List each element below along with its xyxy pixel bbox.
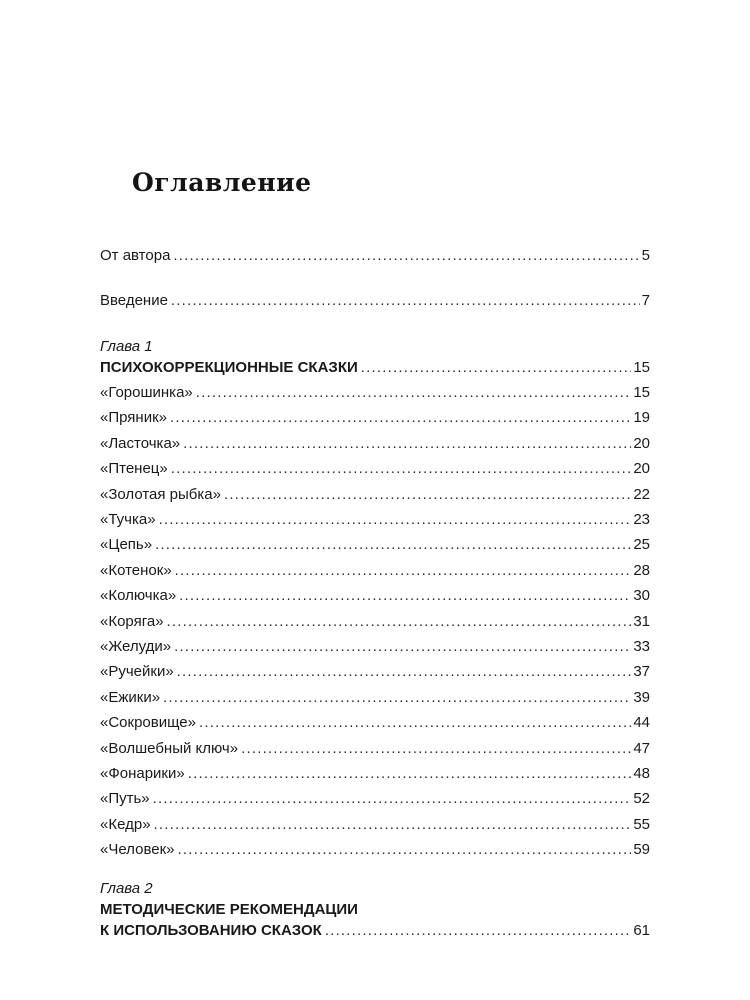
chapter2-label: Глава 2: [100, 880, 153, 897]
entry-label: «Путь»: [100, 790, 150, 808]
dot-leader: [171, 458, 632, 480]
dot-leader: [199, 712, 631, 734]
entry-label: «Котенок»: [100, 561, 172, 579]
dot-leader: [241, 738, 631, 760]
entry-label: «Тучка»: [100, 511, 156, 528]
entry-page: 22: [633, 485, 650, 503]
entry-label: «Коряга»: [100, 612, 164, 630]
entry-label: «Горошинка»: [100, 384, 193, 401]
toc-title: Оглавление: [132, 168, 312, 197]
toc-entry: [100, 382, 650, 404]
toc-entry-intro: [100, 290, 650, 312]
dot-leader: [154, 814, 632, 836]
dot-leader: [153, 788, 632, 810]
entry-page: 61: [633, 922, 650, 939]
entry-page: 23: [633, 511, 650, 528]
dot-leader: [167, 611, 632, 633]
chapter2-heading-line1: МЕТОДИЧЕСКИЕ РЕКОМЕНДАЦИИ: [100, 901, 358, 918]
entry-page: 28: [633, 561, 650, 579]
entry-page: 52: [633, 790, 650, 808]
toc-entry: [100, 407, 650, 429]
entry-label: «Сокровище»: [100, 714, 196, 732]
dot-leader: [163, 687, 631, 709]
chapter1-label: Глава 1: [100, 338, 153, 355]
entry-page: 7: [641, 292, 650, 309]
entry-label: «Ежики»: [100, 688, 161, 706]
toc-entry: [100, 484, 650, 506]
entry-label: «Волшебный ключ»: [100, 739, 239, 757]
dot-leader: [361, 357, 632, 379]
entry-page: 15: [633, 359, 650, 376]
entry-label: «Ласточка»: [100, 434, 181, 452]
toc-entry: [100, 687, 650, 709]
entry-label: «Человек»: [100, 841, 175, 859]
entry-label: «Фонарики»: [100, 765, 185, 782]
entry-page: 19: [633, 409, 650, 427]
dot-leader: [159, 509, 632, 531]
toc-entry-author: [100, 245, 650, 267]
entry-page: 39: [633, 688, 650, 706]
entry-page: 44: [633, 714, 650, 732]
entry-label: «Птенец»: [100, 460, 168, 478]
dot-leader: [224, 484, 631, 506]
entry-label: К ИСПОЛЬЗОВАНИЮ СКАЗОК: [100, 922, 322, 939]
entry-page: 20: [633, 460, 650, 478]
entry-page: 5: [641, 247, 650, 264]
entry-page: 59: [633, 841, 650, 859]
toc-entry: [100, 458, 650, 480]
dot-leader: [155, 534, 631, 556]
dot-leader: [196, 382, 632, 404]
entry-label: От автора: [100, 247, 171, 264]
entry-page: 25: [633, 536, 650, 554]
entry-page: 30: [633, 587, 650, 605]
dot-leader: [175, 560, 632, 582]
entry-label: «Пряник»: [100, 409, 167, 427]
entry-label: «Колючка»: [100, 587, 177, 605]
toc-entry: [100, 763, 650, 785]
dot-leader: [178, 839, 632, 861]
entry-page: 33: [633, 638, 650, 655]
entry-label: «Цепь»: [100, 536, 153, 554]
toc-entry: [100, 661, 650, 683]
entry-label: Введение: [100, 292, 168, 309]
toc-entry: [100, 788, 650, 810]
dot-leader: [170, 407, 631, 429]
dot-leader: [188, 763, 632, 785]
entry-page: 47: [633, 739, 650, 757]
entry-label: «Ручейки»: [100, 663, 174, 681]
toc-entry: [100, 738, 650, 760]
entry-label: «Желуди»: [100, 638, 172, 655]
toc-entry: [100, 814, 650, 836]
toc-entry: [100, 433, 650, 455]
entry-page: 20: [633, 434, 650, 452]
dot-leader: [173, 245, 639, 267]
chapter2-heading: [100, 920, 650, 942]
toc-entry: [100, 534, 650, 556]
entry-page: 48: [633, 765, 650, 782]
toc-entry: [100, 839, 650, 861]
chapter1-heading: [100, 357, 650, 379]
dot-leader: [179, 585, 631, 607]
entry-page: 15: [633, 384, 650, 401]
dot-leader: [183, 433, 631, 455]
entry-label: ПСИХОКОРРЕКЦИОННЫЕ СКАЗКИ: [100, 359, 358, 376]
entry-label: «Золотая рыбка»: [100, 485, 221, 503]
toc-entry: [100, 560, 650, 582]
toc-entry: [100, 611, 650, 633]
dot-leader: [174, 636, 631, 658]
dot-leader: [171, 290, 640, 312]
toc-entry: [100, 712, 650, 734]
toc-entry: [100, 585, 650, 607]
entry-page: 37: [633, 663, 650, 681]
toc-entry: [100, 509, 650, 531]
entry-page: 55: [633, 815, 650, 833]
toc-entry: [100, 636, 650, 658]
dot-leader: [177, 661, 632, 683]
dot-leader: [325, 920, 631, 942]
entry-label: «Кедр»: [100, 815, 151, 833]
entry-page: 31: [633, 612, 650, 630]
